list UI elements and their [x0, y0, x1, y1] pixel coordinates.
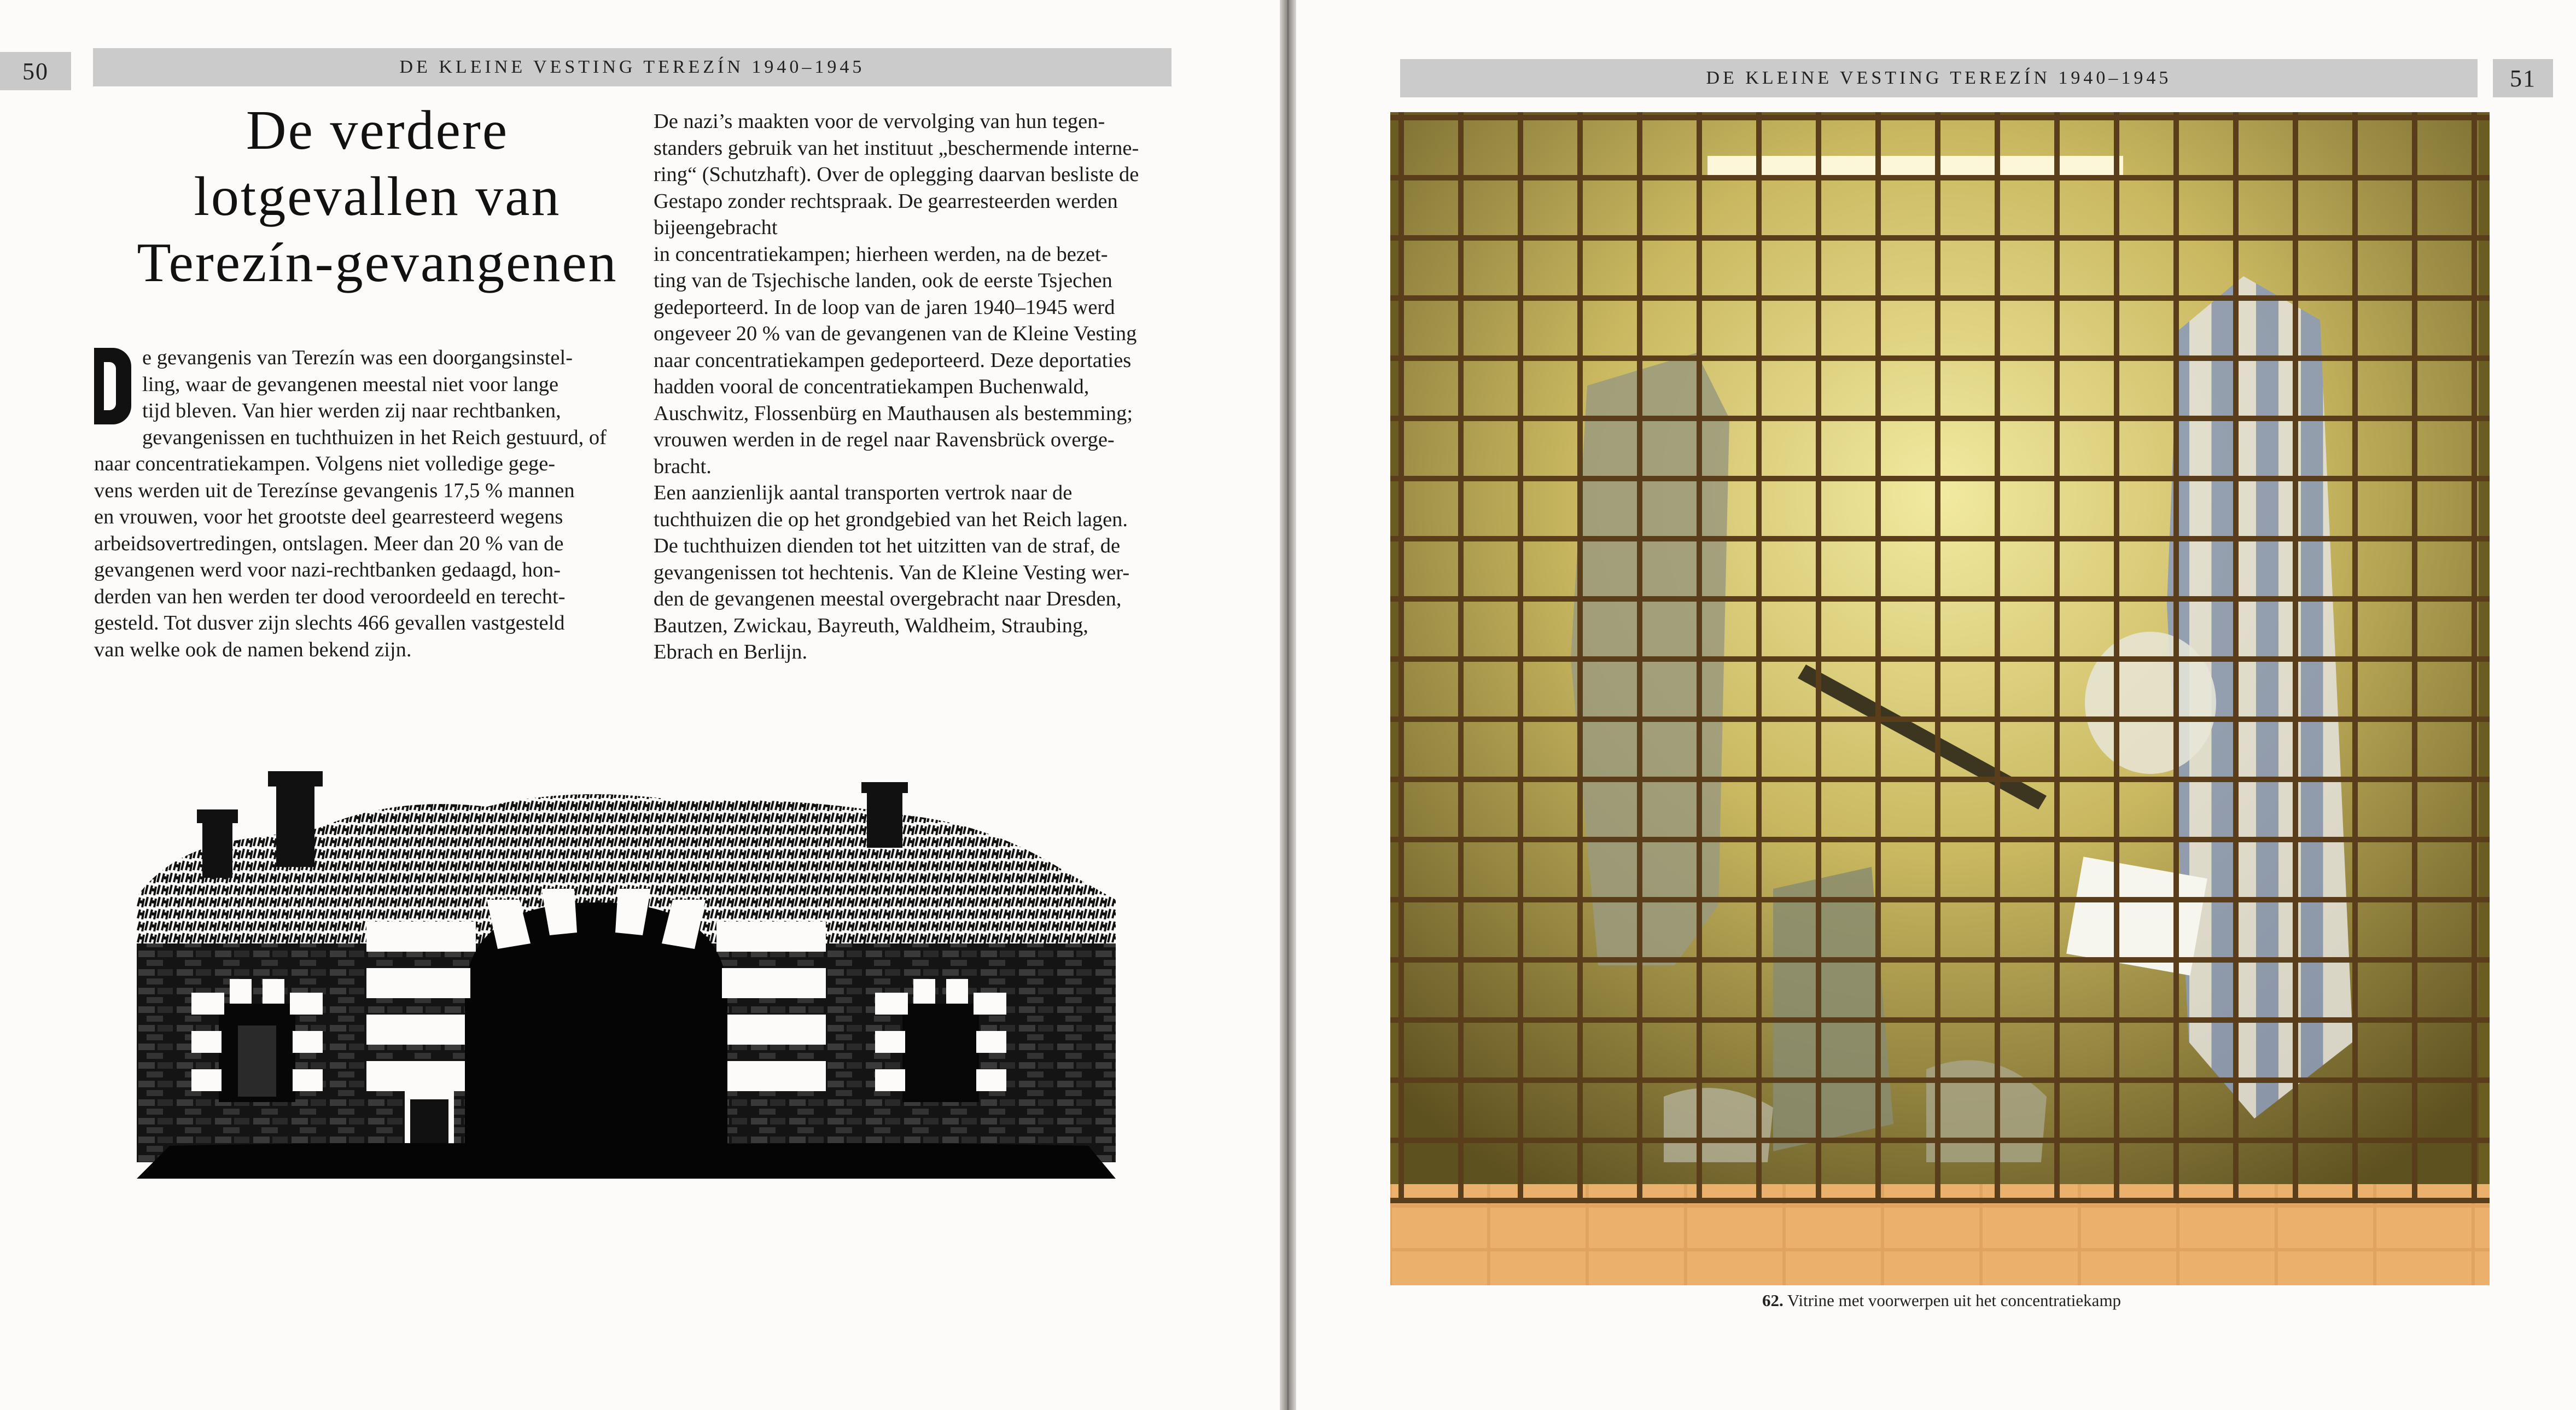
- text-line: Auschwitz, Flossenbürg en Mauthausen als bestemming;: [654, 401, 1133, 425]
- chapter-title: [93, 97, 662, 296]
- text-line: gevangenissen en tuchthuizen in het Reich gestuurd, of: [142, 426, 607, 449]
- text-line: arbeidsovertredingen, ontslagen. Meer dan 20 % van de: [94, 532, 564, 555]
- text-line: vrouwen werden in de regel naar Ravensbrück overge-: [654, 428, 1115, 451]
- display-case-photo: [1390, 112, 2490, 1285]
- title-line: Terezín-gevangenen: [137, 232, 618, 294]
- text-line: ongeveer 20 % van de gevangenen van de Kleine Vesting: [654, 322, 1137, 345]
- text-line: tijd bleven. Van hier werden zij naar rechtbanken,: [142, 399, 561, 422]
- text-line: ring“ (Schutzhaft). Over de oplegging daarvan besliste de: [654, 163, 1139, 186]
- text-line: hadden vooral de concentratiekampen Buchenwald,: [654, 375, 1089, 398]
- title-line: lotgevallen van: [194, 166, 561, 228]
- right-page: [1296, 0, 2576, 1410]
- text-line: ting van de Tsjechische landen, ook de eerste Tsjechen: [654, 269, 1112, 292]
- body-column-1: [94, 345, 622, 663]
- page-number-right: 51: [2493, 59, 2553, 97]
- dropcap-d: [94, 348, 131, 424]
- book-gutter: [1280, 0, 1296, 1410]
- text-line: De nazi’s maakten voor de vervolging van hun tegen-: [654, 110, 1105, 133]
- text-line: derden van hen werden ter dood veroordeeld en terecht-: [94, 585, 566, 608]
- text-line: bracht.: [654, 455, 712, 478]
- text-line: tuchthuizen die op het grondgebied van het Reich lagen.: [654, 508, 1128, 531]
- caption-text: Vitrine met voorwerpen uit het concentratiekamp: [1787, 1291, 2122, 1310]
- title-line: De verdere: [246, 100, 509, 161]
- photo-caption: [1624, 1291, 2259, 1310]
- running-head-left: DE KLEINE VESTING TEREZÍN 1940–1945: [93, 48, 1172, 86]
- body-paragraph: [94, 345, 622, 663]
- text-line: naar concentratiekampen. Volgens niet volledige gege-: [94, 452, 556, 475]
- text-line: gesteld. Tot dusver zijn slechts 466 gevallen vastgesteld: [94, 611, 565, 634]
- text-line: ling, waar de gevangenen meestal niet voor lange: [142, 372, 559, 396]
- left-page: [0, 0, 1280, 1410]
- text-line: gevangenen werd voor nazi-rechtbanken gedaagd, hon-: [94, 558, 561, 581]
- text-line: Gestapo zonder rechtspraak. De gearresteerden werden: [654, 189, 1118, 213]
- caption-number: 62.: [1762, 1291, 1784, 1310]
- text-line: en vrouwen, voor het grootste deel gearresteerd wegens: [94, 505, 563, 528]
- text-line: naar concentratiekampen gedeporteerd. Deze deportaties: [654, 348, 1132, 372]
- text-line: gedeporteerd. In de loop van de jaren 1940–1945 werd: [654, 295, 1115, 319]
- body-column-2: [654, 108, 1176, 666]
- text-line: van welke ook de namen bekend zijn.: [94, 638, 412, 661]
- text-line: Ebrach en Berlijn.: [654, 640, 808, 663]
- running-head-right: DE KLEINE VESTING TEREZÍN 1940–1945: [1400, 59, 2478, 97]
- text-line: Bautzen, Zwickau, Bayreuth, Waldheim, Straubing,: [654, 614, 1088, 637]
- fortress-gate-photo: [137, 763, 1116, 1222]
- text-line: in concentratiekampen; hierheen werden, na de bezet-: [654, 242, 1108, 266]
- text-line: e gevangenis van Terezín was een doorgangsinstel-: [142, 346, 573, 369]
- text-line: bijeengebracht: [654, 216, 778, 239]
- text-line: gevangenissen tot hechtenis. Van de Kleine Vesting wer-: [654, 561, 1130, 584]
- page-number-left: 50: [0, 52, 71, 90]
- text-line: den de gevangenen meestal overgebracht naar Dresden,: [654, 587, 1122, 610]
- text-line: Een aanzienlijk aantal transporten vertrok naar de: [654, 481, 1073, 504]
- text-line: vens werden uit de Terezínse gevangenis 17,5 % mannen: [94, 479, 575, 502]
- text-line: De tuchthuizen dienden tot het uitzitten van de straf, de: [654, 534, 1121, 557]
- body-paragraph: [654, 108, 1176, 666]
- text-line: standers gebruik van het instituut „beschermende interne-: [654, 136, 1139, 160]
